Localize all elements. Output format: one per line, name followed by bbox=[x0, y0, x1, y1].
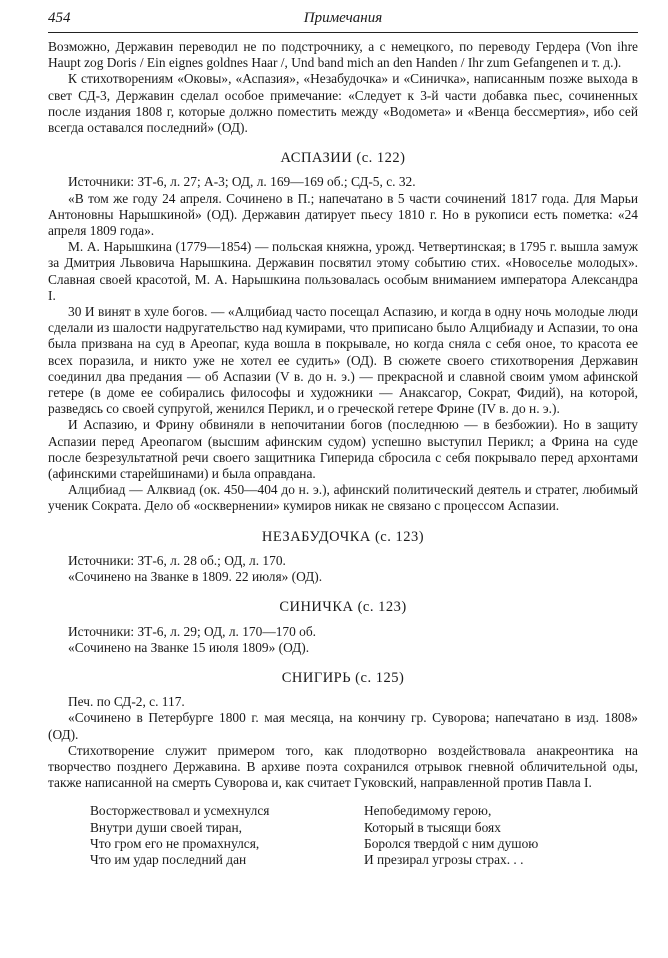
verse-column-right bbox=[364, 803, 638, 868]
verse-line: Восторжествовал и усмехнулся bbox=[90, 803, 270, 819]
notes-body bbox=[48, 33, 638, 868]
note-paragraph: «Сочинено в Петербурге 1800 г. мая месяца, на кончину гр. Суворова; напечатано в изд. 1808» (ОД). bbox=[48, 710, 638, 742]
sources-paragraph: Источники: ЗТ-6, л. 29; ОД, л. 170—170 об. bbox=[68, 623, 316, 639]
sources-paragraph: Печ. по СД-2, с. 117. bbox=[68, 694, 185, 710]
verse-line: Непобедимому герою, bbox=[364, 803, 492, 819]
intro-paragraph: Возможно, Державин переводил не по подстрочнику, а с немецкого, по переводу Гердера (Von ihre Haupt zog Doris / Ein eignes goldnes Haar /, Und band mich an den Handen / Ihr zum Gefangenen и т. д.). bbox=[48, 39, 638, 71]
section-heading-aspazii: АСПАЗИИ (с. 122) bbox=[280, 150, 406, 167]
verse-quote bbox=[48, 803, 638, 868]
note-paragraph: И Аспазию, и Фрину обвиняли в непочитании богов (последнюю — в безбожии). Но в защиту Аспазии перед Ареопагом (высшим афинским судом) успешно выступил Перикл; а Фрина на суде после безрезультатной речи своего защитника Гиперида сбросила с себя покрывало перед архонтами (афинскими старейшинами) и была оправдана. bbox=[48, 417, 638, 482]
verse-column-left bbox=[90, 803, 364, 868]
note-paragraph: «В том же году 24 апреля. Сочинено в П.; напечатано в 5 части сочинений 1817 года. Для Марьи Антоновны Нарышкиной» (ОД). Державин датирует пьесу 1810 г. Но в рукописи есть пометка: «24 апреля 1809 года». bbox=[48, 190, 638, 239]
verse-line: И презирал угрозы страх. . . bbox=[364, 851, 524, 867]
section-heading-sinichka: СИНИЧКА (с. 123) bbox=[279, 599, 407, 616]
sources-paragraph: Источники: ЗТ-6, л. 28 об.; ОД, л. 170. bbox=[68, 552, 286, 568]
running-title: Примечания bbox=[303, 10, 383, 26]
section-heading-nezabudochka: НЕЗАБУДОЧКА (с. 123) bbox=[261, 528, 425, 545]
note-paragraph: «Сочинено на Званке в 1809. 22 июля» (ОД). bbox=[68, 569, 323, 585]
note-paragraph: М. А. Нарышкина (1779—1854) — польская княжна, урожд. Четвертинская; в 1795 г. вышла замуж за Дмитрия Львовича Нарышкина. Державин посвятил этому событию стих. «Новоселье молодых». Славная своей красотой, М. А. Нарышкина пользовалась особым вниманием императора Александра I. bbox=[48, 239, 638, 303]
note-paragraph: Алцибиад — Алквиад (ок. 450—404 до н. э.), афинский политический деятель и стратег, любимый ученик Сократа. Дело об «осквернении» кумиров никак не связано с процессом Аспазии. bbox=[48, 482, 638, 514]
verse-line: Боролся твердой с ним душою bbox=[364, 835, 539, 851]
verse-line: Который в тысящи боях bbox=[364, 819, 501, 835]
verse-line: Что им удар последний дан bbox=[90, 851, 247, 867]
sources-paragraph: Источники: ЗТ-6, л. 27; А-3; ОД, л. 169—169 об.; СД-5, с. 32. bbox=[68, 174, 416, 190]
page-number: 454 bbox=[48, 10, 71, 26]
page-header bbox=[48, 8, 638, 33]
note-paragraph: 30 И винят в хуле богов. — «Алцибиад часто посещал Аспазию, и когда в одну ночь молодые люди сделали из шалости надругательство над кумирами, что приписано было Алцибиаду и Аспазии, то она была призвана на суд в Ареопаг, куда вошла в покрывале, но когда сняла с себя оное, то красота ее всех поразила, и никто уже не хотел ее судить» (ОД). В сюжете своего стихотворения Державин соединил два предания — об Аспазии (V в. до н. э.) — прекрасной и славной своим умом афинской гетере (в доме ее собирались философы и художники — Анаксагор, Сократ, Фидий), на которой, разведясь со своей супругой, женился Перикл, и о греческой гетере Фрине (IV в. до н. э.). bbox=[48, 304, 638, 417]
verse-line: Внутри души своей тиран, bbox=[90, 819, 243, 835]
note-paragraph: «Сочинено на Званке 15 июля 1809» (ОД). bbox=[68, 639, 310, 655]
section-heading-snigir: СНИГИРЬ (с. 125) bbox=[281, 669, 405, 686]
verse-line: Что гром его не промахнулся, bbox=[90, 835, 260, 851]
note-paragraph: Стихотворение служит примером того, как плодотворно воздействовала анакреонтика на творчество позднего Державина. В архиве поэта сохранился отрывок гневной обличительной оды, также написанной на смерть Суворова и, как считает Гуковский, направленной против Павла I. bbox=[48, 742, 638, 791]
intro-paragraph: К стихотворениям «Оковы», «Аспазия», «Незабудочка» и «Синичка», написанным позже выхода в свет СД-3, Державин сделал особое примечание: «Следует к 3-й части добавка пьес, сочиненных после издания 1808 г, которые должно поместить между «Водомета» и «Венца бессмертия», ибо сей всегда оставался последний» (ОД). bbox=[48, 71, 638, 136]
